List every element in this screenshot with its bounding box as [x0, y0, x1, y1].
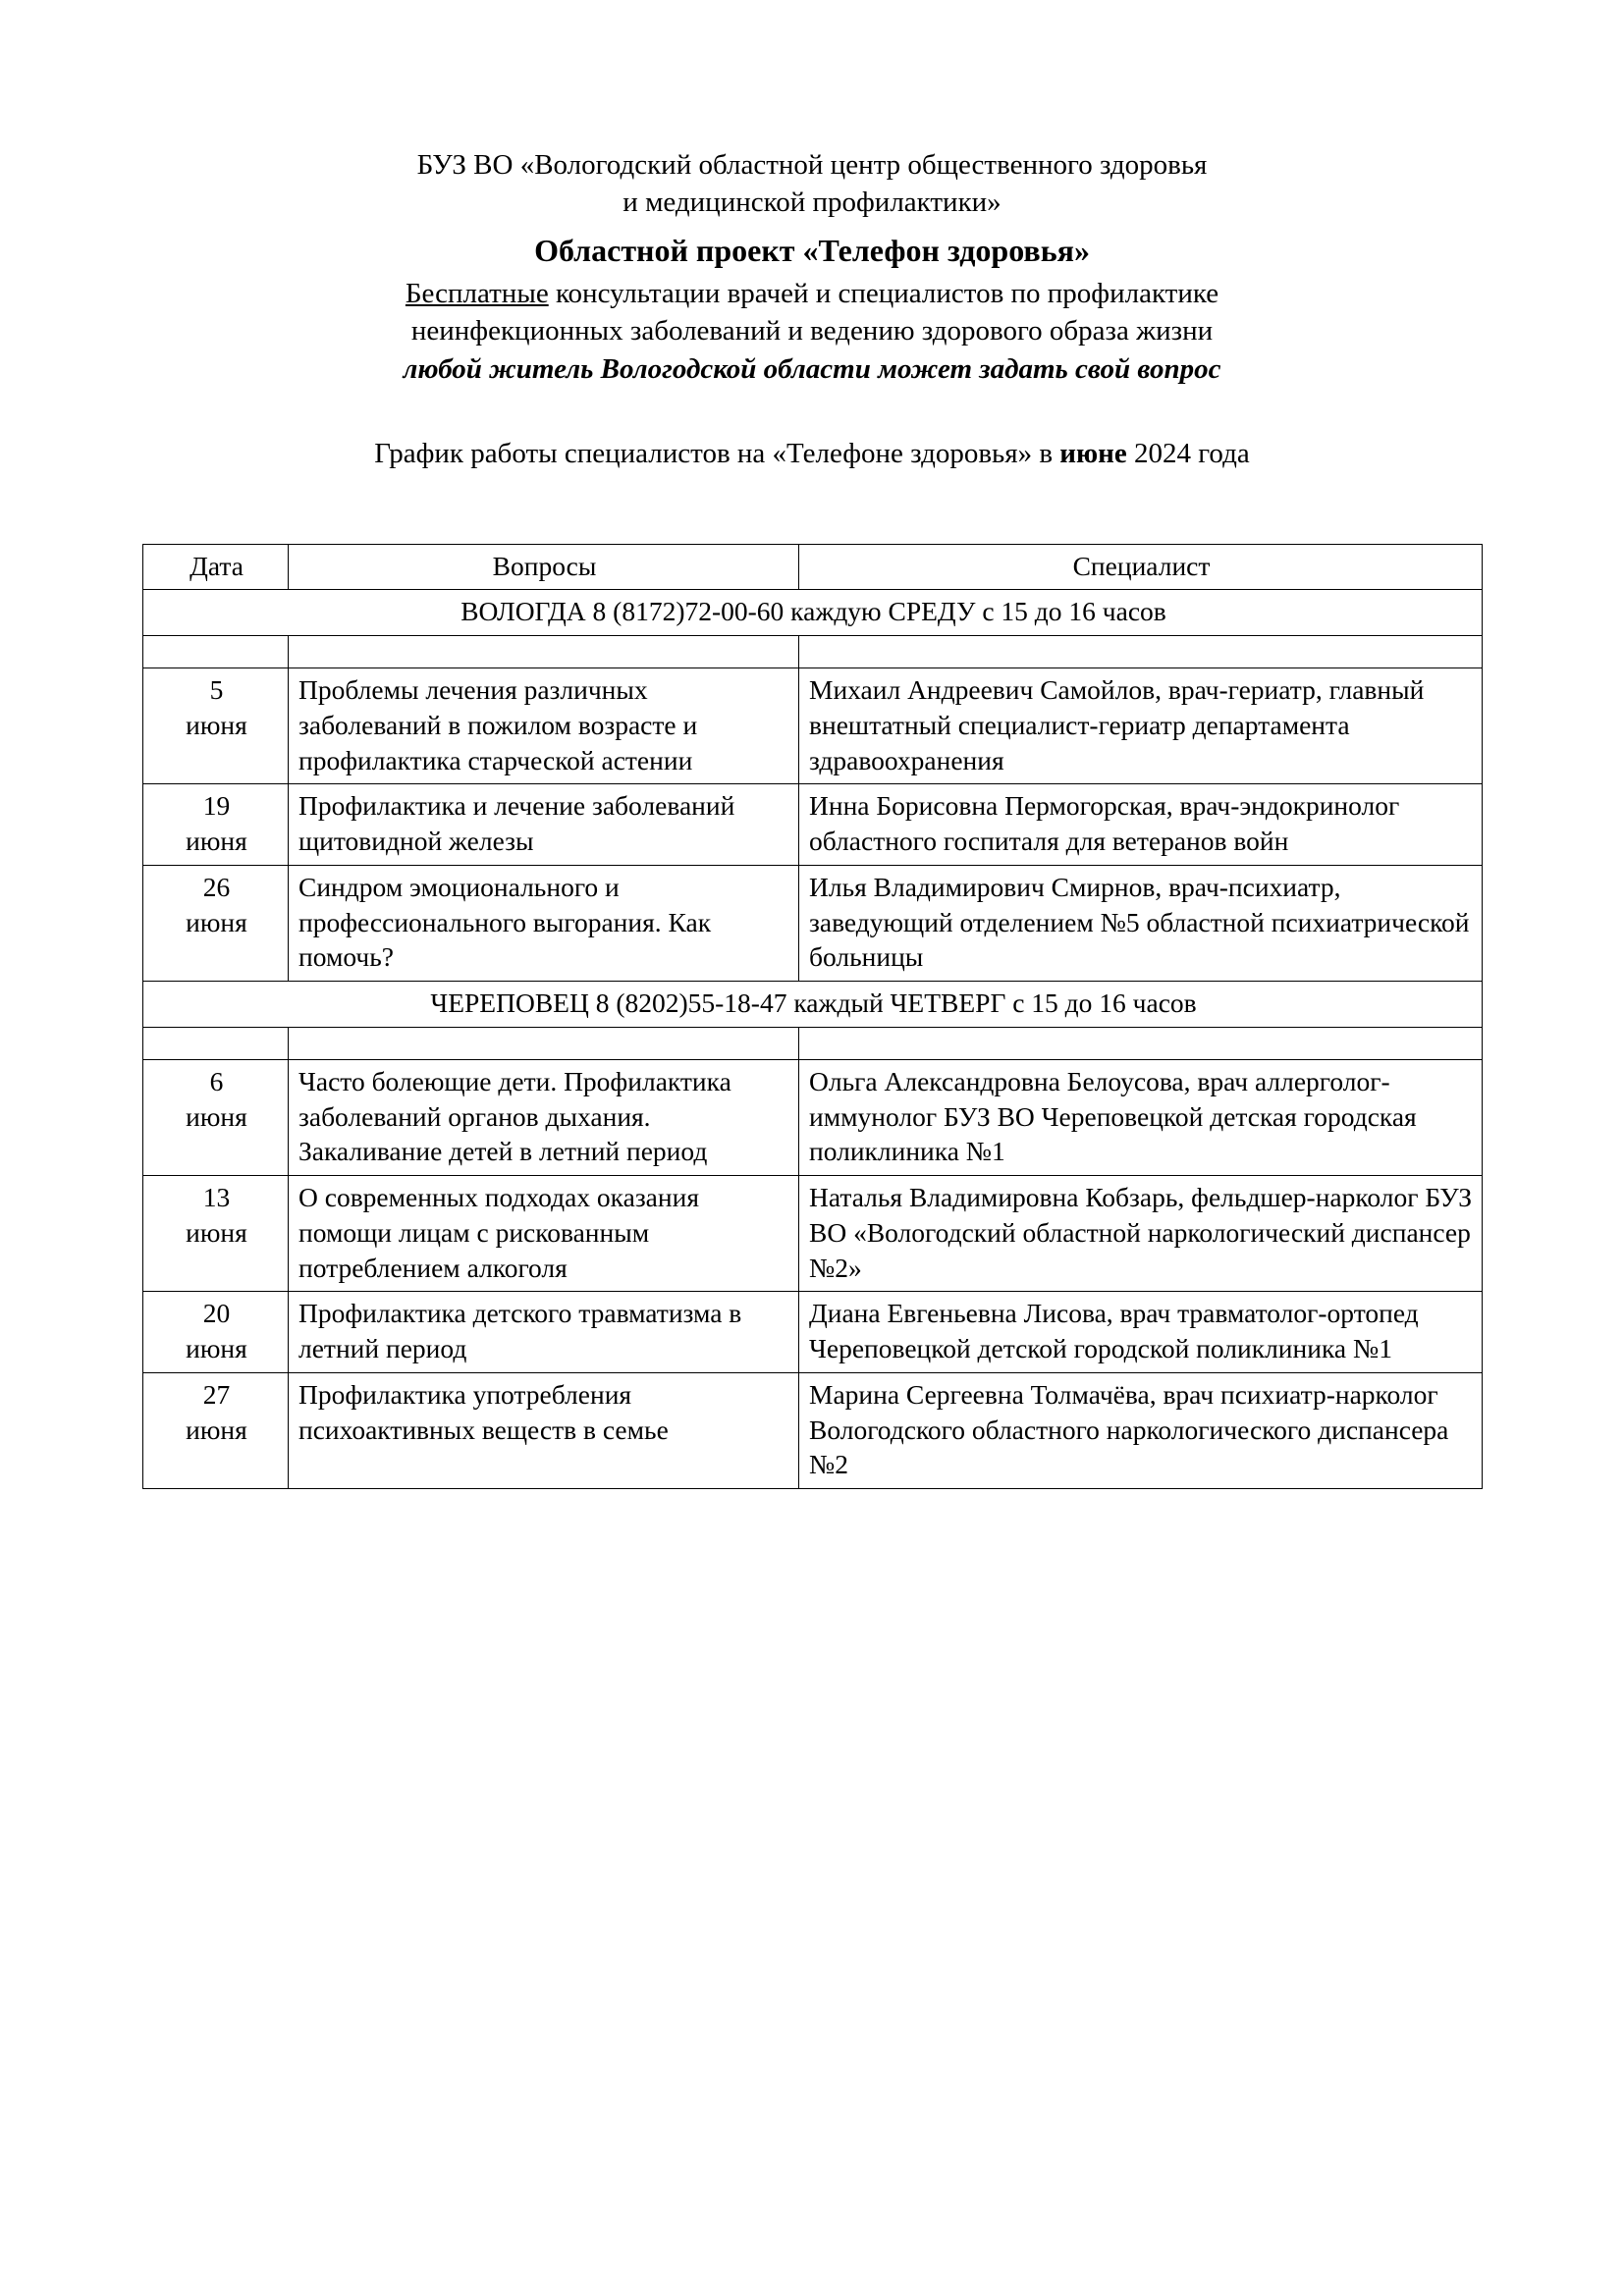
row-question: Синдром эмоционального и профессионального выгорания. Как помочь?: [289, 865, 799, 981]
schedule-post: 2024 года: [1126, 438, 1250, 470]
date-number: 20: [202, 1298, 231, 1329]
row-date: [143, 784, 289, 866]
column-header-questions: Вопросы: [289, 544, 799, 590]
date-number: 6: [209, 1065, 224, 1096]
spacer-cell-question: [289, 636, 799, 668]
date-month: июня: [186, 1100, 247, 1132]
row-specialist: Диана Евгеньевна Лисова, врач травматолог-ортопед Череповецкой детской городской поликлиника №1: [799, 1292, 1483, 1373]
table-row: [143, 1372, 1483, 1488]
row-question: Профилактика употребления психоактивных веществ в семье: [289, 1372, 799, 1488]
free-consultations-line: [142, 276, 1482, 313]
schedule-table: [142, 544, 1483, 1490]
spacer-cell-question: [289, 1027, 799, 1059]
organization-line-2: и медицинской профилактики»: [623, 186, 1001, 218]
table-row: [143, 1292, 1483, 1373]
city-section-header-cherepovets: [143, 982, 1483, 1028]
row-specialist: Ольга Александровна Белоусова, врач аллерголог-иммунолог БУЗ ВО Череповецкой детская городская поликлиника №1: [799, 1059, 1483, 1175]
date-month: июня: [186, 906, 247, 937]
date-month: июня: [186, 1216, 247, 1248]
organization-line-1: БУЗ ВО «Вологодский областной центр общественного здоровья: [416, 149, 1208, 181]
row-question: Часто болеющие дети. Профилактика заболеваний органов дыхания. Закаливание детей в летний период: [289, 1059, 799, 1175]
row-date: [143, 1176, 289, 1292]
date-number: 5: [209, 674, 224, 706]
free-word: Бесплатные: [405, 277, 549, 309]
row-question: Проблемы лечения различных заболеваний в пожилом возрасте и профилактика старческой астении: [289, 668, 799, 784]
free-rest: консультации врачей и специалистов по профилактике: [548, 277, 1219, 309]
row-question: О современных подходах оказания помощи лицам с рискованным потреблением алкоголя: [289, 1176, 799, 1292]
row-specialist: Инна Борисовна Пермогорская, врач-эндокринолог областного госпиталя для ветеранов войн: [799, 784, 1483, 866]
row-specialist: Марина Сергеевна Толмачёва, врач психиатр-нарколог Вологодского областного наркологического диспансера №2: [799, 1372, 1483, 1488]
project-title: Областной проект «Телефон здоровья»: [534, 233, 1090, 269]
spacer-cell-date: [143, 1027, 289, 1059]
table-row: [143, 668, 1483, 784]
city-header-text: ВОЛОГДА 8 (8172)72-00-60 каждую СРЕДУ с 15 до 16 часов: [143, 590, 1483, 636]
column-header-specialist: Специалист: [799, 544, 1483, 590]
row-question: Профилактика и лечение заболеваний щитовидной железы: [289, 784, 799, 866]
row-date: [143, 668, 289, 784]
row-question: Профилактика детского травматизма в летний период: [289, 1292, 799, 1373]
date-number: 19: [202, 790, 231, 822]
spacer-cell-specialist: [799, 1027, 1483, 1059]
column-header-date: Дата: [143, 544, 289, 590]
description-line-2: неинфекционных заболеваний и ведению здорового образа жизни: [410, 314, 1214, 347]
invitation-line: любой житель Вологодской области может задать свой вопрос: [403, 353, 1221, 386]
document-header: [142, 147, 1482, 473]
table-row: [143, 1176, 1483, 1292]
date-number: 13: [202, 1182, 231, 1213]
section-spacer: [143, 636, 1483, 668]
row-date: [143, 1059, 289, 1175]
spacer-cell-date: [143, 636, 289, 668]
schedule-line: [142, 436, 1482, 473]
schedule-month: июне: [1059, 438, 1127, 470]
date-number: 27: [202, 1378, 231, 1410]
row-specialist: Наталья Владимировна Кобзарь, фельдшер-нарколог БУЗ ВО «Вологодский областной наркологический диспансер №2»: [799, 1176, 1483, 1292]
table-header-row: [143, 544, 1483, 590]
table-head: [143, 544, 1483, 590]
table-row: [143, 865, 1483, 981]
date-month: июня: [186, 709, 247, 740]
schedule-pre: График работы специалистов на «Телефоне здоровья» в: [374, 438, 1060, 470]
date-month: июня: [186, 1414, 247, 1445]
row-date: [143, 865, 289, 981]
table-body: [143, 590, 1483, 1489]
date-month: июня: [186, 1333, 247, 1364]
date-month: июня: [186, 826, 247, 857]
city-section-header-vologda: [143, 590, 1483, 636]
row-date: [143, 1292, 289, 1373]
row-specialist: Илья Владимирович Смирнов, врач-психиатр, заведующий отделением №5 областной психиатрической больницы: [799, 865, 1483, 981]
row-specialist: Михаил Андреевич Самойлов, врач-гериатр, главный внештатный специалист-гериатр департамента здравоохранения: [799, 668, 1483, 784]
city-header-text: ЧЕРЕПОВЕЦ 8 (8202)55-18-47 каждый ЧЕТВЕРГ с 15 до 16 часов: [143, 982, 1483, 1028]
row-date: [143, 1372, 289, 1488]
date-number: 26: [202, 871, 231, 902]
table-row: [143, 784, 1483, 866]
section-spacer: [143, 1027, 1483, 1059]
spacer-cell-specialist: [799, 636, 1483, 668]
table-row: [143, 1059, 1483, 1175]
